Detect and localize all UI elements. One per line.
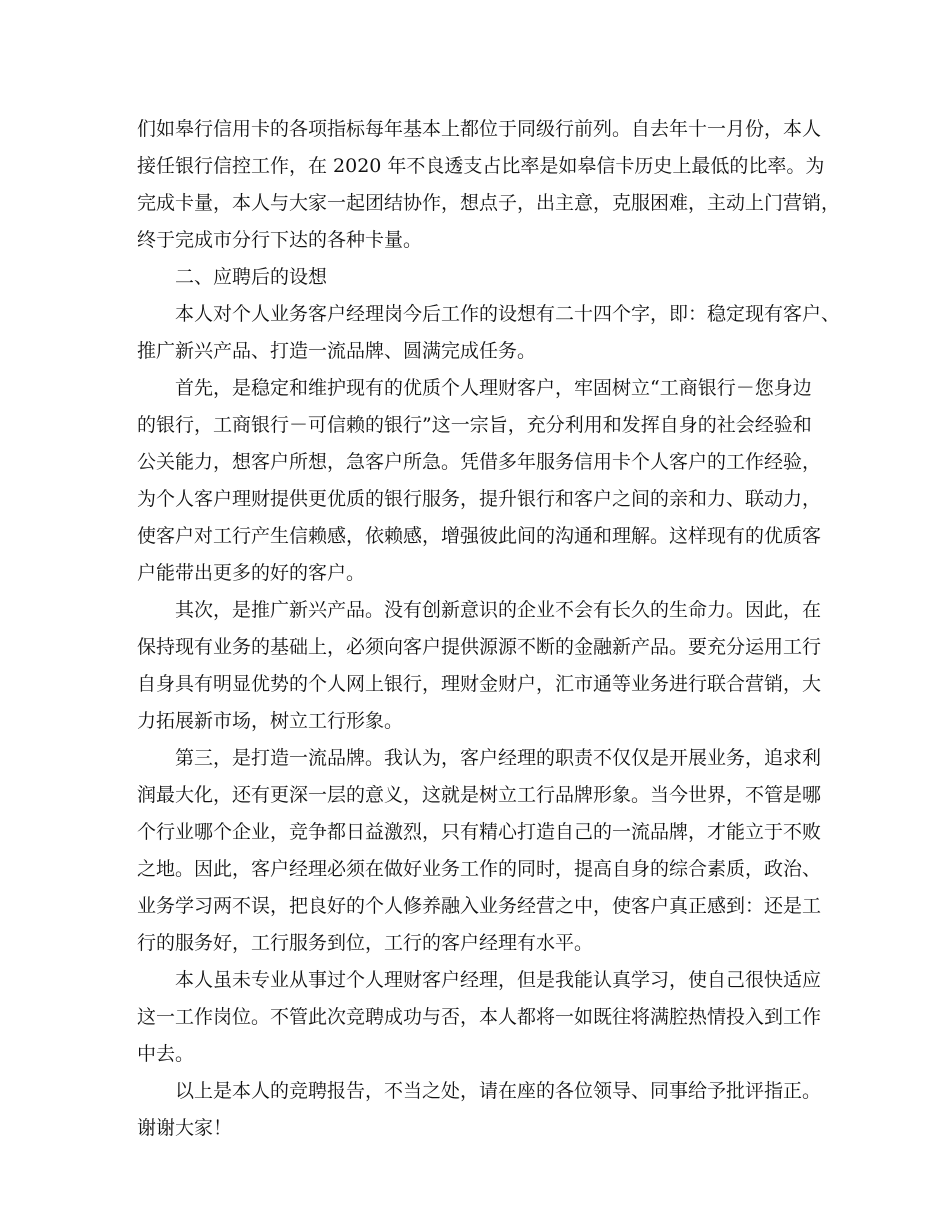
text-line: 为个人客户理财提供更优质的银行服务，提升银行和客户之间的亲和力、联动力， <box>137 488 822 510</box>
text-line: 其次，是推广新兴产品。没有创新意识的企业不会有长久的生命力。因此，在 <box>175 599 822 621</box>
text-line: 户能带出更多的好的客户。 <box>137 562 366 584</box>
text-line: 终于完成市分行下达的各种卡量。 <box>137 229 423 251</box>
text-line: 本人虽未专业从事过个人理财客户经理，但是我能认真学习，使自己很快适应 <box>175 969 822 991</box>
text-line: 首先，是稳定和维护现有的优质个人理财客户，牢固树立“工商银行－您身边 <box>175 377 812 399</box>
text-line: 这一工作岗位。不管此次竞聘成功与否，本人都将一如既往将满腔热情投入到工作 <box>137 1006 822 1028</box>
text-line: 谢谢大家！ <box>137 1117 233 1139</box>
section-heading: 二、应聘后的设想 <box>175 266 328 288</box>
text-line: 推广新兴产品、打造一流品牌、圆满完成任务。 <box>137 340 537 362</box>
text-line: 的银行，工商银行－可信赖的银行”这一宗旨，充分利用和发挥自身的社会经验和 <box>137 414 812 436</box>
text-line: 本人对个人业务客户经理岗今后工作的设想有二十四个字，即：稳定现有客户、 <box>175 303 841 325</box>
text-line: 自身具有明显优势的个人网上银行，理财金财户，汇市通等业务进行联合营销，大 <box>137 673 822 695</box>
text-line: 个行业哪个企业，竞争都日益激烈，只有精心打造自己的一流品牌，才能立于不败 <box>137 821 822 843</box>
text-line: 保持现有业务的基础上，必须向客户提供源源不断的金融新产品。要充分运用工行 <box>137 636 822 658</box>
text-line: 公关能力，想客户所想，急客户所急。凭借多年服务信用卡个人客户的工作经验， <box>137 451 822 473</box>
text-line: 以上是本人的竞聘报告，不当之处，请在座的各位领导、同事给予批评指正。 <box>175 1080 822 1102</box>
text-line: 们如皋行信用卡的各项指标每年基本上都位于同级行前列。自去年十一月份，本人 <box>137 118 822 140</box>
text-line: 第三，是打造一流品牌。我认为，客户经理的职责不仅仅是开展业务，追求利 <box>175 747 822 769</box>
text-line: 业务学习两不误，把良好的个人修养融入业务经营之中，使客户真正感到：还是工 <box>137 895 822 917</box>
text-line: 接任银行信控工作，在 2020 年不良透支占比率是如皋信卡历史上最低的比率。为 <box>137 155 825 177</box>
text-line: 中去。 <box>137 1043 195 1065</box>
text-line: 行的服务好，工行服务到位，工行的客户经理有水平。 <box>137 932 594 954</box>
text-line: 使客户对工行产生信赖感，依赖感，增强彼此间的沟通和理解。这样现有的优质客 <box>137 525 822 547</box>
text-line: 润最大化，还有更深一层的意义，这就是树立工行品牌形象。当今世界，不管是哪 <box>137 784 822 806</box>
text-line: 完成卡量，本人与大家一起团结协作，想点子，出主意，克服困难，主动上门营销， <box>137 192 841 214</box>
text-line: 力拓展新市场，树立工行形象。 <box>137 710 404 732</box>
text-line: 之地。因此，客户经理必须在做好业务工作的同时，提高自身的综合素质，政治、 <box>137 858 822 880</box>
